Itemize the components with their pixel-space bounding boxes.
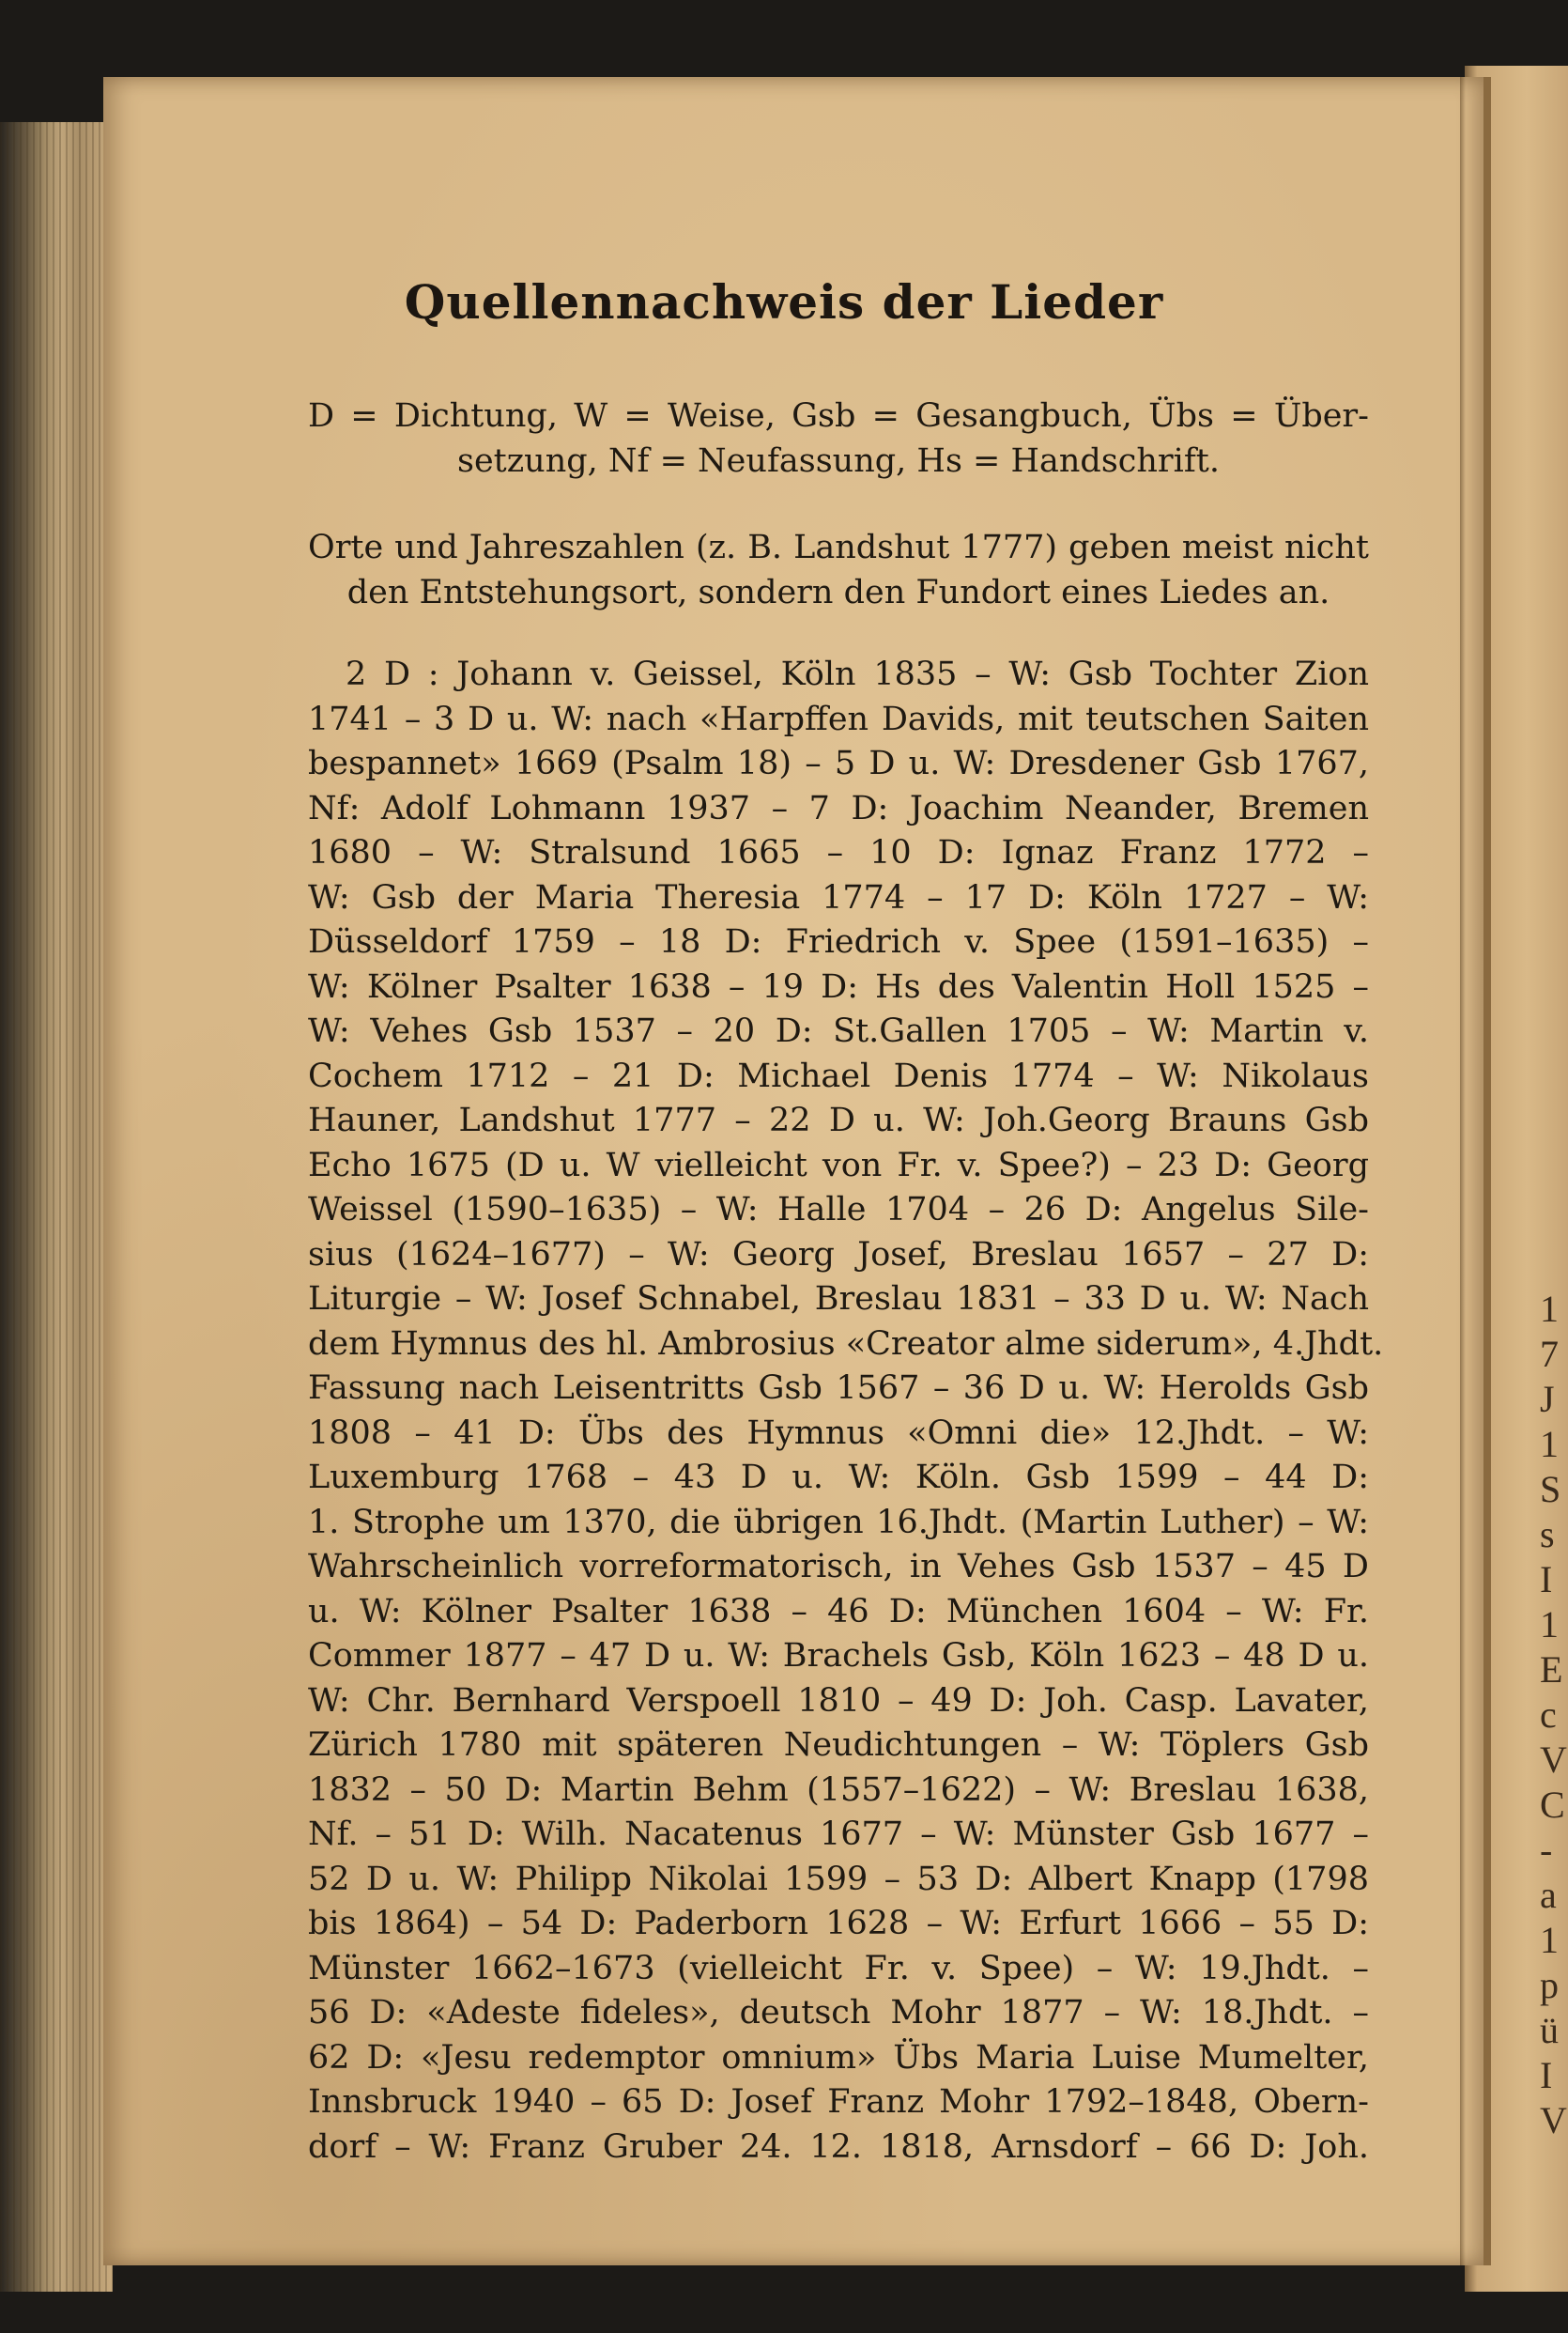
source-line: Echo 1675 (D u. W vielleicht von Fr. v. Spee?) – 23 D: Georg — [308, 1146, 1369, 1184]
source-line: dorf – W: Franz Gruber 24. 12. 1818, Arnsdorf – 66 D: Joh. — [308, 2127, 1369, 2166]
source-line: bis 1864) – 54 D: Paderborn 1628 – W: Erfurt 1666 – 55 D: — [308, 1905, 1369, 1942]
source-line: Liturgie – W: Josef Schnabel, Breslau 1831 – 33 D u. W: Nach — [308, 1280, 1369, 1318]
source-line: Cochem 1712 – 21 D: Michael Denis 1774 – W: Nikolaus — [308, 1057, 1369, 1095]
source-line: Weissel (1590–1635) – W: Halle 1704 – 26 D: Angelus Sile- — [308, 1191, 1369, 1228]
source-line: Luxemburg 1768 – 43 D u. W: Köln. Gsb 1599 – 44 D: — [308, 1459, 1369, 1496]
source-line: Wahrscheinlich vorreformatorisch, in Vehes Gsb 1537 – 45 D — [308, 1548, 1369, 1585]
next-page-letters: 1 7 J 1 S s I 1 E c V C - a 1 p ü I V — [1540, 1288, 1567, 2141]
source-line: 1741 – 3 D u. W: nach «Harpffen Davids, mit teutschen Saiten — [308, 700, 1369, 738]
source-line: Fassung nach Leisentritts Gsb 1567 – 36 D u. W: Herolds Gsb — [308, 1369, 1369, 1407]
source-line: W: Chr. Bernhard Verspoell 1810 – 49 D: Joh. Casp. Lavater, — [308, 1681, 1369, 1720]
source-line: u. W: Kölner Psalter 1638 – 46 D: München 1604 – W: Fr. — [308, 1592, 1369, 1630]
source-line: Hauner, Landshut 1777 – 22 D u. W: Joh.Georg Brauns Gsb — [308, 1102, 1369, 1139]
source-line: 62 D: «Jesu redemptor omnium» Übs Maria Luise Mumelter, — [308, 2038, 1369, 2077]
source-line: 56 D: «Adeste fideles», deutsch Mohr 1877 – W: 18.Jhdt. – — [308, 1994, 1369, 2032]
source-line: bespannet» 1669 (Psalm 18) – 5 D u. W: Dresdener Gsb 1767, — [308, 745, 1369, 782]
source-line: 1. Strophe um 1370, die übrigen 16.Jhdt. (Martin Luther) – W: — [308, 1503, 1369, 1541]
source-line: W: Vehes Gsb 1537 – 20 D: St.Gallen 1705 – W: Martin v. — [308, 1012, 1369, 1050]
page-stack-edge — [0, 122, 113, 2292]
source-line: sius (1624–1677) – W: Georg Josef, Breslau 1657 – 27 D: — [308, 1235, 1369, 1274]
legend-line: setzung, Nf = Neufassung, Hs = Handschrift. — [456, 441, 1220, 480]
source-line: Innsbruck 1940 – 65 D: Josef Franz Mohr 1792–1848, Obern- — [308, 2083, 1369, 2121]
source-line: W: Kölner Psalter 1638 – 19 D: Hs des Valentin Holl 1525 – — [308, 967, 1369, 1006]
note-line: den Entstehungsort, sondern den Fundort eines Liedes an. — [346, 573, 1330, 611]
source-line: Düsseldorf 1759 – 18 D: Friedrich v. Spee (1591–1635) – — [308, 923, 1369, 961]
location-note — [308, 526, 1369, 615]
sources-paragraph — [308, 653, 1384, 2170]
abbreviation-legend — [308, 394, 1369, 484]
source-line: 52 D u. W: Philipp Nikolai 1599 – 53 D: Albert Knapp (1798 — [308, 1860, 1369, 1898]
page-fold — [1460, 77, 1466, 2265]
source-line: Nf. – 51 D: Wilh. Nacatenus 1677 – W: Münster Gsb 1677 – — [308, 1815, 1369, 1853]
source-line: 1832 – 50 D: Martin Behm (1557–1622) – W: Breslau 1638, — [308, 1770, 1369, 1809]
source-line: Münster 1662–1673 (vielleicht Fr. v. Spee) – W: 19.Jhdt. – — [308, 1949, 1369, 1987]
source-line: 2 D : Johann v. Geissel, Köln 1835 – W: Gsb Tochter Zion — [346, 656, 1369, 693]
source-line: Commer 1877 – 47 D u. W: Brachels Gsb, Köln 1623 – 48 D u. — [308, 1637, 1369, 1675]
source-line: dem Hymnus des hl. Ambrosius «Creator alme siderum», 4.Jhdt. — [308, 1324, 1384, 1363]
legend-line: D = Dichtung, W = Weise, Gsb = Gesangbuch, Übs = Über- — [308, 397, 1369, 435]
source-line: 1680 – W: Stralsund 1665 – 10 D: Ignaz Franz 1772 – — [308, 834, 1369, 872]
source-line: W: Gsb der Maria Theresia 1774 – 17 D: Köln 1727 – W: — [308, 878, 1369, 917]
note-line: Orte und Jahreszahlen (z. B. Landshut 1777) geben meist nicht — [308, 529, 1369, 566]
source-line: Nf: Adolf Lohmann 1937 – 7 D: Joachim Neander, Bremen — [308, 789, 1369, 827]
source-line: Zürich 1780 mit späteren Neudichtungen – W: Töplers Gsb — [308, 1726, 1369, 1764]
source-line: 1808 – 41 D: Übs des Hymnus «Omni die» 12.Jhdt. – W: — [308, 1414, 1369, 1452]
page-title: Quellennachweis der Lieder — [404, 274, 1164, 330]
